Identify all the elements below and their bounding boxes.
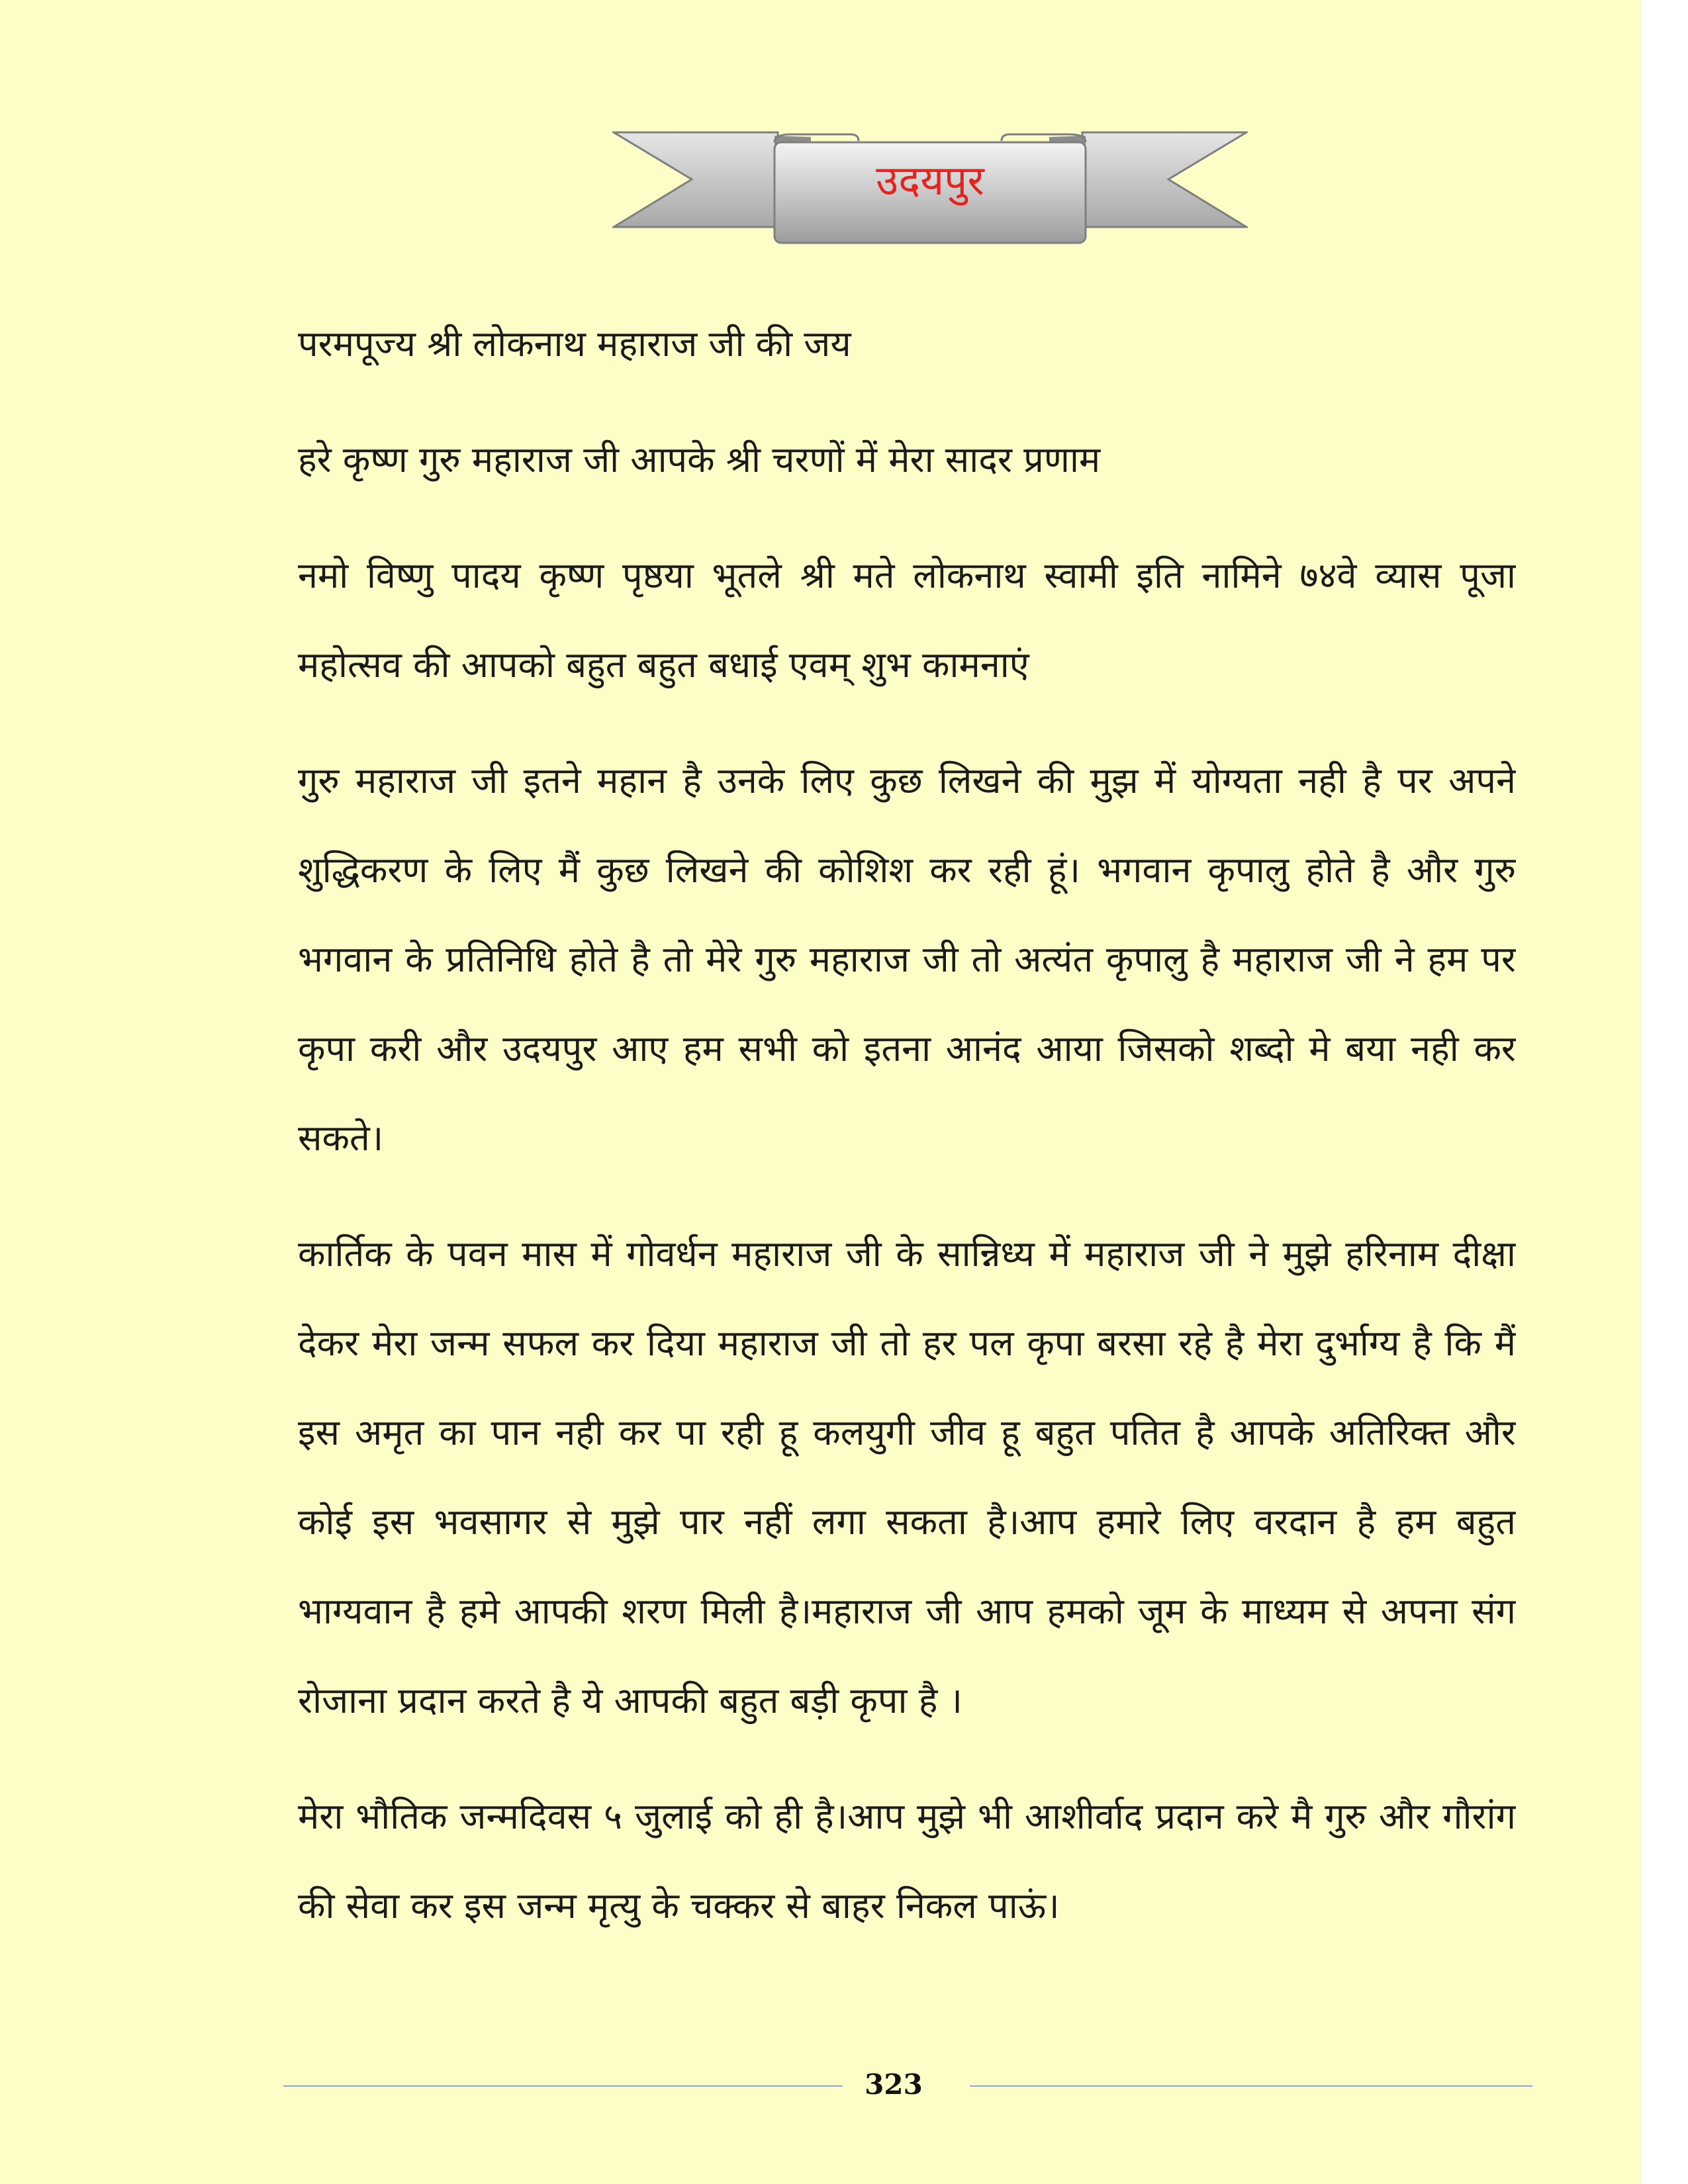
footer-rule-right — [970, 2085, 1532, 2087]
text-line: कार्तिक के पवन मास में गोवर्धन महाराज जी के सान्निध्य में महाराज जी ने मुझे हरिनाम दीक्षा — [298, 1233, 1516, 1275]
text-line: इस अमृत का पान नही कर पा रही हू कलयुगी जीव हू बहुत पतित है आपके अतिरिक्त और — [298, 1412, 1516, 1453]
text-line: नमो विष्णु पादय कृष्ण पृष्ठया भूतले श्री मते लोकनाथ स्वामी इति नामिने ७४वे व्यास पूजा — [298, 555, 1516, 596]
text-line: कोई इस भवसागर से मुझे पार नहीं लगा सकता है।आप हमारे लिए वरदान है हम बहुत — [298, 1501, 1516, 1543]
paragraph-body-1 — [298, 748, 1516, 1195]
page-number: 323 — [865, 2068, 923, 2101]
text-line: मेरा भौतिक जन्मदिवस ५ जुलाई को ही है।आप मुझे भी आशीर्वाद प्रदान करे मै गुरु और गौरांग — [298, 1796, 1516, 1837]
text-line: भगवान के प्रतिनिधि होते है तो मेरे गुरु महाराज जी तो अत्यंत कृपालु है महाराज जी ने हम पर — [298, 938, 1516, 980]
text-line: गुरु महाराज जी इतने महान है उनके लिए कुछ लिखने की मुझ में योग्यता नही है पर अपने — [298, 760, 1516, 801]
text-line: भाग्यवान है हमे आपकी शरण मिली है।महाराज जी आप हमको जूम के माध्यम से अपना संग — [298, 1590, 1516, 1632]
title-banner — [612, 129, 1248, 248]
paragraph-closing — [298, 1784, 1516, 1962]
text-line: शुद्धिकरण के लिए मैं कुछ लिखने की कोशिश कर रही हूं। भगवान कृपालु होते है और गुरु — [298, 849, 1516, 891]
text-line: देकर मेरा जन्म सफल कर दिया महाराज जी तो हर पल कृपा बरसा रहे है मेरा दुर्भाग्य है कि मैं — [298, 1322, 1516, 1364]
paragraph-greeting — [298, 427, 1516, 516]
text-line: रोजाना प्रदान करते है ये आपकी बहुत बड़ी कृपा है । — [298, 1680, 963, 1721]
letter-body — [298, 311, 1516, 1962]
text-line: महोत्सव की आपको बहुत बहुत बधाई एवम् शुभ कामनाएं — [298, 644, 1029, 686]
banner-title: उदयपुर — [876, 156, 984, 205]
text-line: सकते। — [298, 1117, 384, 1159]
text-line: की सेवा कर इस जन्म मृत्यु के चक्कर से बाहर निकल पाऊं। — [298, 1885, 1060, 1927]
text-line: हरे कृष्ण गुरु महाराज जी आपके श्री चरणों में मेरा सादर प्रणाम — [298, 439, 1101, 480]
text-line: कृपा करी और उदयपुर आए हम सभी को इतना आनंद आया जिसको शब्दो मे बया नही कर — [298, 1028, 1516, 1069]
text-line: परमपूज्य श्री लोकनाथ महाराज जी की जय — [298, 323, 851, 365]
paragraph-pranati — [298, 543, 1516, 721]
footer-rule-left — [283, 2085, 843, 2087]
paragraph-body-2 — [298, 1221, 1516, 1757]
paragraph-salutation — [298, 311, 1516, 400]
